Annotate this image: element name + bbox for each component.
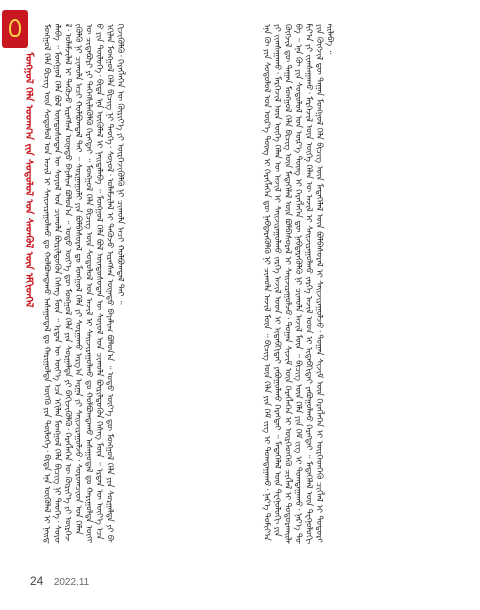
page-footer <box>30 572 89 590</box>
column-divider <box>250 24 251 544</box>
text-column-right <box>262 24 472 544</box>
body-text-left: ᠮᠣᠩᠭᠣᠯ ᠬᠡᠯᠡ ᠪᠢᠴᠢᠭ ᠦᠨ ᠰᠤᠳᠤᠯᠤᠯ ᠤᠨ ᠠᠵᠢᠯ ᠢ ᠰᠠᠢᠵᠢᠷᠠᠭᠤᠯᠬᠤ ᠳᠤ ᠬᠣᠯᠪᠣᠭᠳᠠᠬᠤ ᠠᠰᠠᠭᠤᠳᠠᠯ ᠳᠤ ᠬᠠᠷᠢᠭᠤᠯᠲᠠ ᠥᠭᠬᠦ ᠶᠢᠨ ᠲᠥᠯᠥᠭᠡ᠂ ᠪᠢᠳᠡ ᠡᠨᠡ ᠥᠭᠦᠯᠡᠯ ᠢ ᠨᠡᠢᠲᠡᠯᠡᠪᠡ ᠃ ᠮᠣᠩᠭᠣᠯ ᠬᠡᠯᠡ ᠪᠣᠯ ᠦᠨᠳᠦᠰᠦᠲᠡᠨ ᠦ ᠰᠣᠶᠣᠯ ᠤᠨ ᠴᠢᠬᠤᠯᠠ ᠪᠦᠷᠢᠯᠳᠦᠬᠦᠨ ᠬᠡᠰᠡᠭ ᠮᠥᠨ ᠃ ᠡᠷᠲᠡᠨ ᠦ ᠦᠶ᠎ᠡ ᠡᠴᠡ ᠡᠬᠢᠯᠡᠨ ᠮᠣᠩᠭᠣᠯ ᠬᠡᠯᠡ ᠪᠢᠴᠢᠭ ᠨᠢ ᠲᠡᠦᠬᠡ᠂ ᠰᠣᠶᠣᠯ᠂ ᠤᠯᠠᠮᠵᠢᠯᠠᠯ ᠢ ᠲᠡᠭᠦᠵᠦ ᠢᠷᠡᠭᠰᠡᠨ ᠦᠨᠡᠲᠦ ᠪᠠᠶᠠᠯᠢᠭ ᠪᠣᠯᠤᠨ᠎ᠠ ᠃ ᠣᠳᠣ ᠦᠶ᠎ᠡ ᠳᠦ ᠮᠣᠩᠭᠣᠯ ᠬᠡᠯᠡ ᠶᠢᠨ ᠰᠤᠷᠭᠠᠯᠲᠠ ᠶᠢ ᠪᠡᠬᠢᠵᠢᠭᠦᠯᠬᠦ᠂ ᠬᠡᠷᠡᠭᠯᠡᠭᠡᠨ ᠦ ᠬᠦᠷᠢᠶ᠎ᠡ ᠶᠢ ᠥᠷᠭᠡᠵᠢᠭᠦᠯᠬᠦ ᠨᠢ ᠴᠢᠬᠤᠯᠠ ᠠᠴᠢ ᠬᠣᠯᠪᠣᠭᠳᠠᠯ ᠲᠠᠢ ᠃ ᠰᠤᠷᠭᠠᠭᠤᠯᠢ ᠶᠢᠨ ᠪᠣᠯᠪᠠᠰᠤᠷᠠᠯ ᠳᠤ ᠮᠣᠩᠭᠣᠯ ᠬᠡᠯᠡ ᠶᠢ ᠰᠤᠷᠭᠠᠬᠤ ᠠᠷᠭ᠎ᠠ ᠠᠷᠭᠠ ᠶᠢ ᠰᠠᠢᠵᠢᠷᠠᠭᠤᠯᠵᠤ᠂ ᠰᠤᠷᠤᠭᠴᠢᠳ ᠤᠨ ᠬᠡᠯᠡᠨ ᠦ ᠴᠢᠳᠠᠪᠤᠷᠢ ᠶᠢ ᠳᠡᠭᠡᠭᠰᠢᠯᠡᠭᠦᠯᠬᠦ ᠬᠡᠷᠡᠭᠲᠡᠢ ᠃ ᠮᠣᠩᠭᠣᠯ ᠬᠡᠯᠡ ᠪᠢᠴᠢᠭ ᠦᠨ ᠰᠤᠳᠤᠯᠤᠯ ᠤᠨ ᠠᠵᠢᠯ ᠢ ᠰᠠᠢᠵᠢᠷᠠᠭᠤᠯᠬᠤ ᠳᠤ ᠬᠣᠯᠪᠣᠭᠳᠠᠬᠤ ᠠᠰᠠᠭᠤᠳᠠᠯ ᠳᠤ ᠬᠠᠷᠢᠭᠤᠯᠲᠠ ᠥᠭᠬᠦ ᠶᠢᠨ ᠲᠥᠯᠥᠭᠡ᠂ ᠪᠢᠳᠡ ᠡᠨᠡ ᠥᠭᠦᠯᠡᠯ ᠢ ᠨᠡᠢᠲᠡᠯᠡᠪᠡ ᠃ ᠮᠣᠩᠭᠣᠯ ᠬᠡᠯᠡ ᠪᠣᠯ ᠦᠨᠳᠦᠰᠦᠲᠡᠨ ᠦ ᠰᠣᠶᠣᠯ ᠤᠨ ᠴᠢᠬᠤᠯᠠ ᠪᠦᠷᠢᠯᠳᠦᠬᠦᠨ ᠬᠡᠰᠡᠭ ᠮᠥᠨ ᠃ ᠡᠷᠲᠡᠨ ᠦ ᠦᠶ᠎ᠡ ᠡᠴᠡ ᠡᠬᠢᠯᠡᠨ ᠮᠣᠩᠭᠣᠯ ᠬᠡᠯᠡ ᠪᠢᠴᠢᠭ ᠨᠢ ᠲᠡᠦᠬᠡ᠂ ᠰᠣᠶᠣᠯ᠂ ᠤᠯᠠᠮᠵᠢᠯᠠᠯ ᠢ ᠲᠡᠭᠦᠵᠦ ᠢᠷᠡᠭᠰᠡᠨ ᠦᠨᠡᠲᠦ ᠪᠠᠶᠠᠯᠢᠭ ᠪᠣᠯᠤᠨ᠎ᠠ ᠃ ᠣᠳᠣ ᠦᠶ᠎ᠡ ᠳᠦ ᠮᠣᠩᠭᠣᠯ ᠬᠡᠯᠡ ᠶᠢᠨ ᠰᠤᠷᠭᠠᠯᠲᠠ ᠶᠢ ᠪᠡᠬᠢᠵᠢᠭᠦᠯᠬᠦ᠂ ᠬᠡᠷᠡᠭᠯᠡᠭᠡᠨ ᠦ ᠬᠦᠷᠢᠶ᠎ᠡ ᠶᠢ ᠥᠷᠭᠡᠵᠢᠭᠦᠯᠬᠦ ᠨᠢ ᠴᠢᠬᠤᠯᠠ ᠠᠴᠢ ᠬᠣᠯᠪᠣᠭᠳᠠᠯ ᠲᠠᠢ ᠃ <box>42 24 126 544</box>
side-margin <box>0 0 32 610</box>
running-header: ᠮᠣᠩᠭᠣᠯ ᠬᠡᠯᠡ ᠤᠳᠬ᠎ᠠ ᠵᠢᠨ ᠰᠤᠳᠤᠯᠤᠯ ᠤᠨ ᠰᠡᠳᠬᠦᠯ ᠦᠨ ᠡᠮᠬᠢᠳᠬᠡᠯ <box>23 52 34 308</box>
page-number: 24 <box>30 574 44 588</box>
text-column-left <box>42 24 252 544</box>
issue-date: 2022.11 <box>53 577 90 588</box>
journal-logo <box>2 10 28 48</box>
body-text-right: ᠡᠨᠡ ᠬᠦ ᠶᠢᠨ ᠰᠤᠳᠤᠯᠤᠯ ᠤᠨ ᠦᠷ᠎ᠡ ᠳᠦᠩ ᠢ ᠬᠡᠷᠡᠭᠯᠡᠭᠡᠨ ᠳᠦ ᠨᠡᠪᠲᠡᠷᠡᠭᠦᠯᠬᠦ ᠨᠢ ᠴᠢᠬᠤᠯᠠ ᠠᠵᠢᠯ ᠮᠥᠨ ᠃ ᠪᠢᠴᠢᠭ ᠦᠨ ᠬᠡᠯᠡ ᠶᠢᠨ ᠬᠡᠮ ᠵᠢᠭ ᠢ ᠲᠣᠭᠲᠠᠭᠠᠬᠤ᠂ ᠨᠡᠷ᠎ᠡ ᠲᠣᠮᠢᠶ᠎ᠠ ᠶᠢ ᠵᠢᠭᠰᠠᠭᠠᠬᠤ᠂ ᠮᠡᠷᠭᠡᠵᠢᠯ ᠦᠨ ᠦᠭᠡ ᠬᠡᠯᠡᠨ ᠦ ᠠᠵᠢᠯ ᠢ ᠰᠠᠢᠵᠢᠷᠠᠭᠤᠯᠬᠤ ᠵᠡᠷᠭᠡ ᠠᠵᠢᠯ ᠤᠳ ᠢ ᠢᠳᠡᠪᠬᠢᠲᠡᠢ ᠶᠠᠪᠤᠭᠤᠯᠬᠤ ᠬᠡᠷᠡᠭᠲᠡᠢ ᠃ ᠮᠡᠳᠡᠭᠡᠯᠡᠯ ᠦᠨ ᠲᠧᠬᠨᠣᠯᠣᠭᠢ ᠶᠢᠨ ᠬᠥᠭᠵᠢᠯ ᠳᠦ ᠳᠠᠭᠠᠨ ᠮᠣᠩᠭᠣᠯ ᠬᠡᠯᠡ ᠪᠢᠴᠢᠭ ᠦᠨ ᠮᠡᠳᠡᠭᠡᠯᠡᠯ ᠦᠨ ᠪᠣᠯᠪᠠᠰᠤᠷᠠᠯ ᠢ ᠰᠠᠢᠵᠢᠷᠠᠭᠤᠯᠵᠤ᠂ ᠲᠣᠭᠠᠨ ᠰᠢᠵᠢᠮ ᠦᠨ ᠬᠡᠷᠡᠭᠯᠡᠭᠡᠨ ᠢ ᠥᠷᠭᠡᠳᠬᠡᠬᠦ ᠴᠢᠭᠯᠡᠯ ᠢ ᠲᠣᠳᠣᠷᠬᠠᠢᠯᠠᠪᠠ ᠃ ᠡᠨᠡ ᠬᠦ ᠶᠢᠨ ᠰᠤᠳᠤᠯᠤᠯ ᠤᠨ ᠦᠷ᠎ᠡ ᠳᠦᠩ ᠢ ᠬᠡᠷᠡᠭᠯᠡᠭᠡᠨ ᠳᠦ ᠨᠡᠪᠲᠡᠷᠡᠭᠦᠯᠬᠦ ᠨᠢ ᠴᠢᠬᠤᠯᠠ ᠠᠵᠢᠯ ᠮᠥᠨ ᠃ ᠪᠢᠴᠢᠭ ᠦᠨ ᠬᠡᠯᠡ ᠶᠢᠨ ᠬᠡᠮ ᠵᠢᠭ ᠢ ᠲᠣᠭᠲᠠᠭᠠᠬᠤ᠂ ᠨᠡᠷ᠎ᠡ ᠲᠣᠮᠢᠶ᠎ᠠ ᠶᠢ ᠵᠢᠭᠰᠠᠭᠠᠬᠤ᠂ ᠮᠡᠷᠭᠡᠵᠢᠯ ᠦᠨ ᠦᠭᠡ ᠬᠡᠯᠡᠨ ᠦ ᠠᠵᠢᠯ ᠢ ᠰᠠᠢᠵᠢᠷᠠᠭᠤᠯᠬᠤ ᠵᠡᠷᠭᠡ ᠠᠵᠢᠯ ᠤᠳ ᠢ ᠢᠳᠡᠪᠬᠢᠲᠡᠢ ᠶᠠᠪᠤᠭᠤᠯᠬᠤ ᠬᠡᠷᠡᠭᠲᠡᠢ ᠃ ᠮᠡᠳᠡᠭᠡᠯᠡᠯ ᠦᠨ ᠲᠧᠬᠨᠣᠯᠣᠭᠢ ᠶᠢᠨ ᠬᠥᠭᠵᠢᠯ ᠳᠦ ᠳᠠᠭᠠᠨ ᠮᠣᠩᠭᠣᠯ ᠬᠡᠯᠡ ᠪᠢᠴᠢᠭ ᠦᠨ ᠮᠡᠳᠡᠭᠡᠯᠡᠯ ᠦᠨ ᠪᠣᠯᠪᠠᠰᠤᠷᠠᠯ ᠢ ᠰᠠᠢᠵᠢᠷᠠᠭᠤᠯᠵᠤ᠂ ᠲᠣᠭᠠᠨ ᠰᠢᠵᠢᠮ ᠦᠨ ᠬᠡᠷᠡᠭᠯᠡᠭᠡᠨ ᠢ ᠥᠷᠭᠡᠳᠬᠡᠬᠦ ᠴᠢᠭᠯᠡᠯ ᠢ ᠲᠣᠳᠣᠷᠬᠠᠢᠯᠠᠪᠠ ᠃ <box>262 24 336 544</box>
logo-emblem-icon <box>9 19 21 37</box>
